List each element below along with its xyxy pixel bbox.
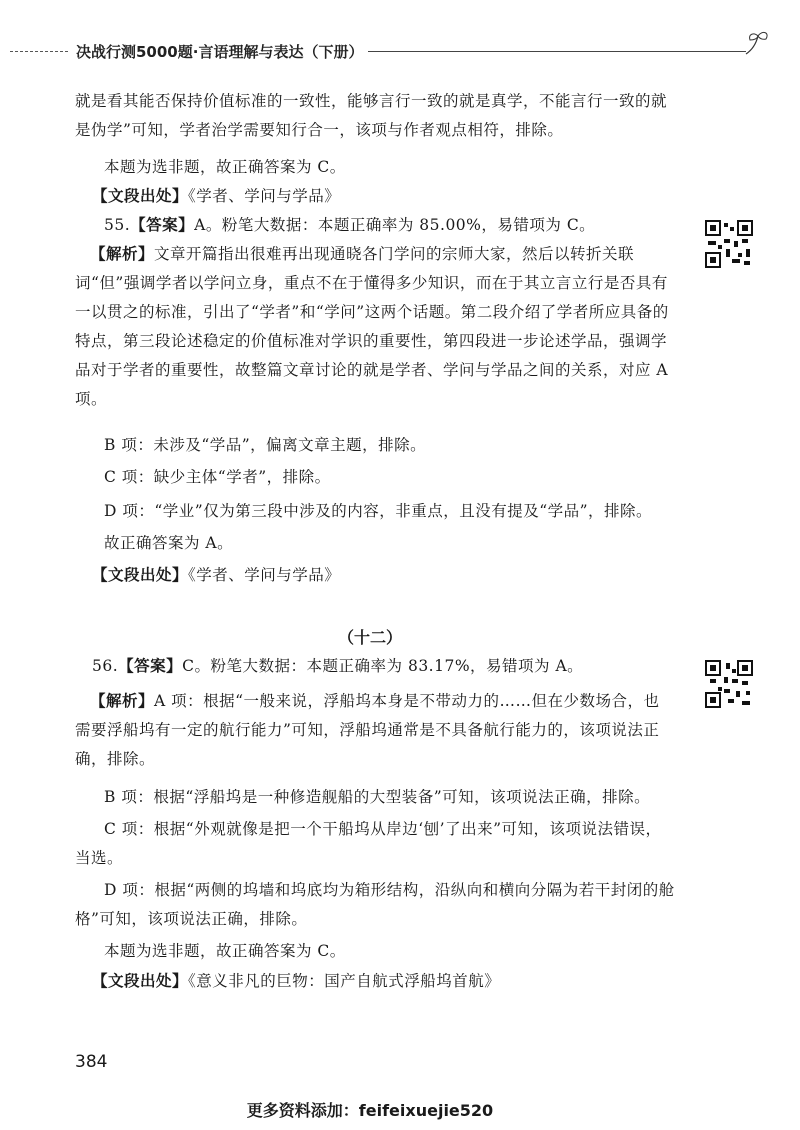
analysis-55 bbox=[75, 240, 675, 414]
answer-line-56 bbox=[92, 652, 672, 681]
header-rule bbox=[368, 51, 746, 52]
paragraph-2: 本题为选非题，故正确答案为 C。 bbox=[104, 158, 346, 176]
source-label: 【文段出处】 bbox=[92, 972, 189, 990]
page-number: 384 bbox=[75, 1052, 108, 1072]
option-d-55: D 项：“学业”仅为第三段中涉及的内容，非重点，且没有提及“学品”，排除。 bbox=[104, 502, 653, 520]
question-number: 56. bbox=[92, 657, 119, 675]
section-title: （十二） bbox=[337, 628, 402, 647]
analysis-text: A 项：根据“一般来说，浮船坞本身是不带动力的……但在少数场合，也需要浮船坞有一定的航行能力”可知，浮船坞通常是不具备航行能力的，该项说法正确，排除。 bbox=[75, 692, 660, 768]
answer-text: A。粉笔大数据：本题正确率为 85.00%，易错项为 C。 bbox=[194, 216, 596, 234]
analysis-label: 【解析】 bbox=[90, 692, 155, 710]
paragraph-1: 就是看其能否保持价值标准的一致性，能够言行一致的就是真学，不能言行一致的就是伪学”可知，学者治学需要知行合一，该项与作者观点相符，排除。 bbox=[75, 92, 668, 139]
header-dash-line bbox=[10, 51, 68, 52]
source-label: 【文段出处】 bbox=[92, 187, 189, 205]
conclusion-55: 故正确答案为 A。 bbox=[104, 534, 234, 552]
answer-line-55 bbox=[104, 211, 674, 240]
conclusion-56: 本题为选非题，故正确答案为 C。 bbox=[104, 942, 346, 960]
option-b-55: B 项：未涉及“学品”，偏离文章主题，排除。 bbox=[104, 436, 427, 454]
option-b-56: B 项：根据“浮船坞是一种修造舰船的大型装备”可知，该项说法正确，排除。 bbox=[104, 788, 651, 806]
analysis-text: 文章开篇指出很难再出现通晓各门学问的宗师大家，然后以转折关联词“但”强调学者以学问立身，重点不在于懂得多少知识，而在于其立言立行是否具有一以贯之的标准，引出了“学者”和“学问”这两个话题。第二段介绍了学者所应具备的特点，第三段论述稳定的价值标准对学识的重要性，第四段进一步论述学品，强调学品对于学者的重要性，故整篇文章讨论的就是学者、学问与学品之间的关系，对应 A 项。 bbox=[75, 245, 669, 408]
answer-label: 【答案】 bbox=[118, 657, 183, 675]
source-text: 《意义非凡的巨物：国产自航式浮船坞首航》 bbox=[188, 972, 501, 990]
source-line-3 bbox=[92, 967, 672, 996]
option-d-56: D 项：根据“两侧的坞墙和坞底均为箱形结构，沿纵向和横向分隔为若干封闭的舱格”可知，该项说法正确，排除。 bbox=[75, 881, 675, 928]
qr-code-icon[interactable] bbox=[705, 220, 753, 268]
answer-label: 【答案】 bbox=[130, 216, 195, 234]
analysis-56 bbox=[75, 687, 675, 774]
header-title: 决战行测5000题·言语理解与表达（下册） bbox=[76, 43, 364, 61]
source-label: 【文段出处】 bbox=[92, 566, 189, 584]
question-number: 55. bbox=[104, 216, 131, 234]
source-line-1 bbox=[92, 182, 672, 211]
option-c-55: C 项：缺少主体“学者”，排除。 bbox=[104, 468, 331, 486]
leaf-icon bbox=[742, 28, 772, 58]
answer-text: C。粉笔大数据：本题正确率为 83.17%，易错项为 A。 bbox=[182, 657, 584, 675]
option-c-56: C 项：根据“外观就像是把一个干船坞从岸边‘刨’了出来”可知，该项说法错误，当选。 bbox=[75, 820, 662, 867]
qr-code-icon[interactable] bbox=[705, 660, 753, 708]
source-text: 《学者、学问与学品》 bbox=[188, 187, 341, 205]
source-text: 《学者、学问与学品》 bbox=[188, 566, 341, 584]
source-line-2 bbox=[92, 561, 672, 590]
analysis-label: 【解析】 bbox=[90, 245, 155, 263]
footer-watermark: 更多资料添加：feifeixuejie520 bbox=[246, 1101, 494, 1120]
page-header bbox=[10, 40, 770, 64]
